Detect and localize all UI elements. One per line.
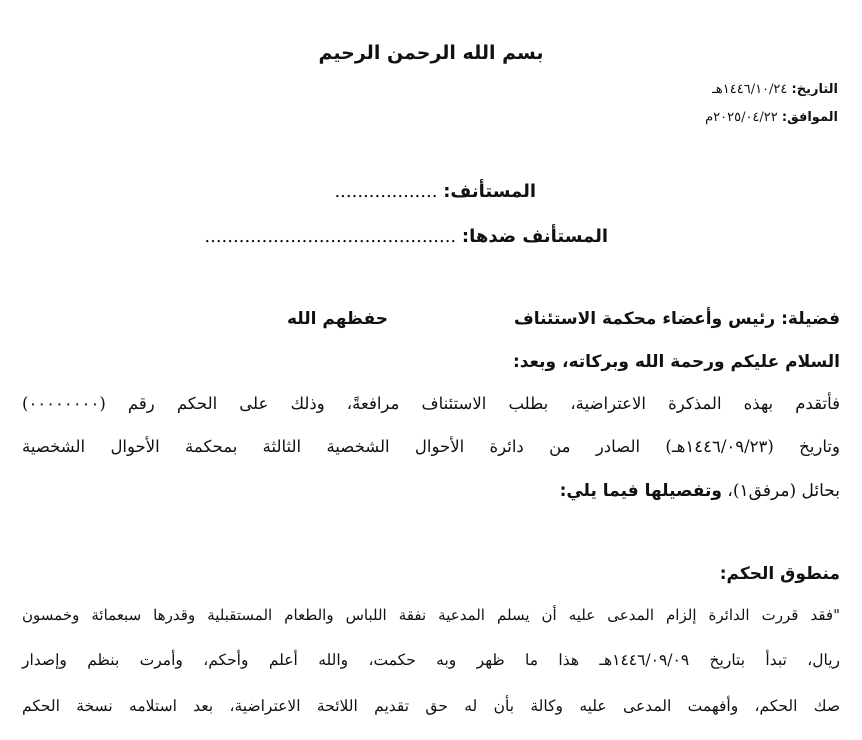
respondent-value: ............................................ xyxy=(204,226,457,247)
respondent-label: المستأنف ضدها: xyxy=(461,226,608,247)
appellant-value: .................. xyxy=(334,181,438,202)
salutation: فضيلة: رئيس وأعضاء محكمة الاستئناف xyxy=(513,309,840,329)
intro-line-1: فأتقدم بهذه المذكرة الاعتراضية، بطلب الاستئناف مرافعةً، وذلك على الحكم رقم (٠٠٠٠٠٠٠٠) xyxy=(22,394,840,413)
verdict-line-1: "فقد قررت الدائرة إلزام المدعى عليه أن يسلم المدعية نفقة اللباس والطعام المستقبلية وقدرها سبعمائة وخمسون xyxy=(22,606,840,624)
basmala-heading: بسم الله الرحمن الرحيم xyxy=(318,42,544,64)
greeting: السلام عليكم ورحمة الله وبركاته، وبعد: xyxy=(512,352,840,372)
respondent-line xyxy=(204,226,608,247)
date-label: التاريخ: xyxy=(791,82,838,97)
intro-line-2: وتاريخ (١٤٤٦/٠٩/٢٣هـ) الصادر من دائرة الأحوال الشخصية الثالثة بمحكمة الأحوال الشخصية xyxy=(22,437,840,456)
gregorian-date-line xyxy=(705,110,838,125)
date-line xyxy=(712,82,838,97)
date-gregorian: ٢٠٢٥/٠٤/٢٢م xyxy=(705,110,778,125)
verdict-heading: منطوق الحكم: xyxy=(719,564,840,584)
blessing: حفظهم الله xyxy=(287,309,388,329)
corresponding-label: الموافق: xyxy=(781,110,838,125)
appellant-line xyxy=(334,181,536,202)
intro-line-3 xyxy=(560,481,840,501)
verdict-line-3: صك الحكم، وأفهمت المدعى عليه وكالة بأن له حق تقديم اللائحة الاعتراضية، بعد استلامه نسخة الحكم xyxy=(22,697,840,715)
details-intro: وتفصيلها فيما يلي: xyxy=(559,481,722,501)
attachment-reference: بحائل (مرفق١)، xyxy=(727,481,840,501)
date-hijri: ١٤٤٦/١٠/٢٤هـ xyxy=(712,82,788,97)
appellant-label: المستأنف: xyxy=(443,181,536,202)
verdict-line-2: ريال، تبدأ بتاريخ ١٤٤٦/٠٩/٠٩هـ هذا ما ظهر وبه حكمت، والله أعلم وأحكم، وأمرت بنظم وإصدار xyxy=(22,651,840,669)
